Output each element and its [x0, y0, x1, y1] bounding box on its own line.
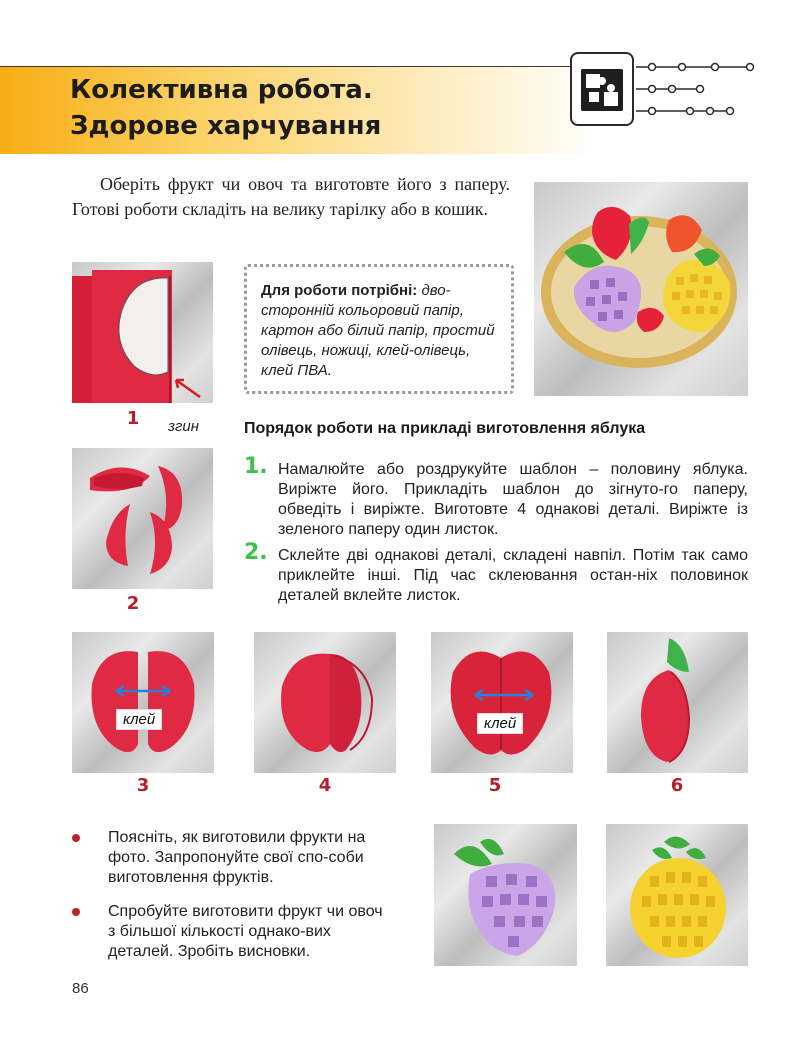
photo-3 [72, 632, 214, 773]
bullet-2 [72, 902, 392, 962]
page-number: 86 [72, 980, 89, 997]
bullet-dot [72, 908, 80, 916]
photo-number-2: 2 [126, 593, 140, 614]
bullet-1 [72, 828, 392, 888]
step-1-text: Намалюйте або роздрукуйте шаблон – половину яблука. Виріжте його. Прикладіть шаблон до зігнуто-го паперу, обведіть і виріжте. Виготовте 4 однакові деталі. Виріжте із зеленого паперу один листок. [278, 461, 748, 538]
photo-number-6: 6 [670, 775, 684, 796]
pineapple-photo [606, 824, 748, 966]
bullet-2-text: Спробуйте виготовити фрукт чи овоч з більшої кількості однако-вих деталей. Зробіть висновки. [108, 903, 383, 960]
photo-6 [607, 632, 748, 773]
step-2 [244, 540, 748, 606]
title-line-2: Здорове харчування [70, 111, 382, 141]
step-1-number: 1. [244, 454, 268, 479]
photo-1 [72, 262, 213, 403]
title-rule [0, 66, 585, 67]
photo-number-3: 3 [136, 775, 150, 796]
badge [570, 52, 634, 126]
grape-photo [434, 824, 577, 966]
step-2-text: Склейте дві однакові деталі, складені навпіл. Потім так само приклейте інші. Під час склеювання остан-ніх половинок деталей вклейте листок. [278, 547, 748, 604]
steps-heading: Порядок роботи на прикладі виготовлення яблука [244, 420, 646, 437]
title-line-1: Колективна робота. [70, 75, 373, 105]
step-2-number: 2. [244, 540, 268, 565]
fold-label: згин [168, 418, 199, 435]
materials-label: Для роботи потрібні: [261, 282, 418, 299]
page-title [70, 72, 381, 144]
glue-label-5: клей [477, 713, 523, 734]
photo-2 [72, 448, 213, 589]
glue-label-3: клей [116, 709, 162, 730]
bullet-1-text: Поясніть, як виготовили фрукти на фото. Запропонуйте свої спо-соби виготовлення фруктів. [108, 829, 366, 886]
puzzle-icon [581, 69, 623, 111]
photo-number-5: 5 [488, 775, 502, 796]
fruit-plate-photo [534, 182, 748, 396]
photo-4 [254, 632, 396, 773]
photo-number-1: 1 [126, 408, 140, 429]
materials-text: дво-сторонній кольоровий папір, картон або білий папір, простий олівець, ножиці, клей-олівець, клей ПВА. [261, 282, 495, 379]
bullet-dot [72, 834, 80, 842]
photo-5 [431, 632, 573, 773]
intro-paragraph: Оберіть фрукт чи овоч та виготовте його з паперу. Готові роботи складіть на велику тарілку або в кошик. [72, 174, 510, 219]
photo-number-4: 4 [318, 775, 332, 796]
step-1 [244, 454, 748, 540]
materials-box [244, 264, 514, 394]
